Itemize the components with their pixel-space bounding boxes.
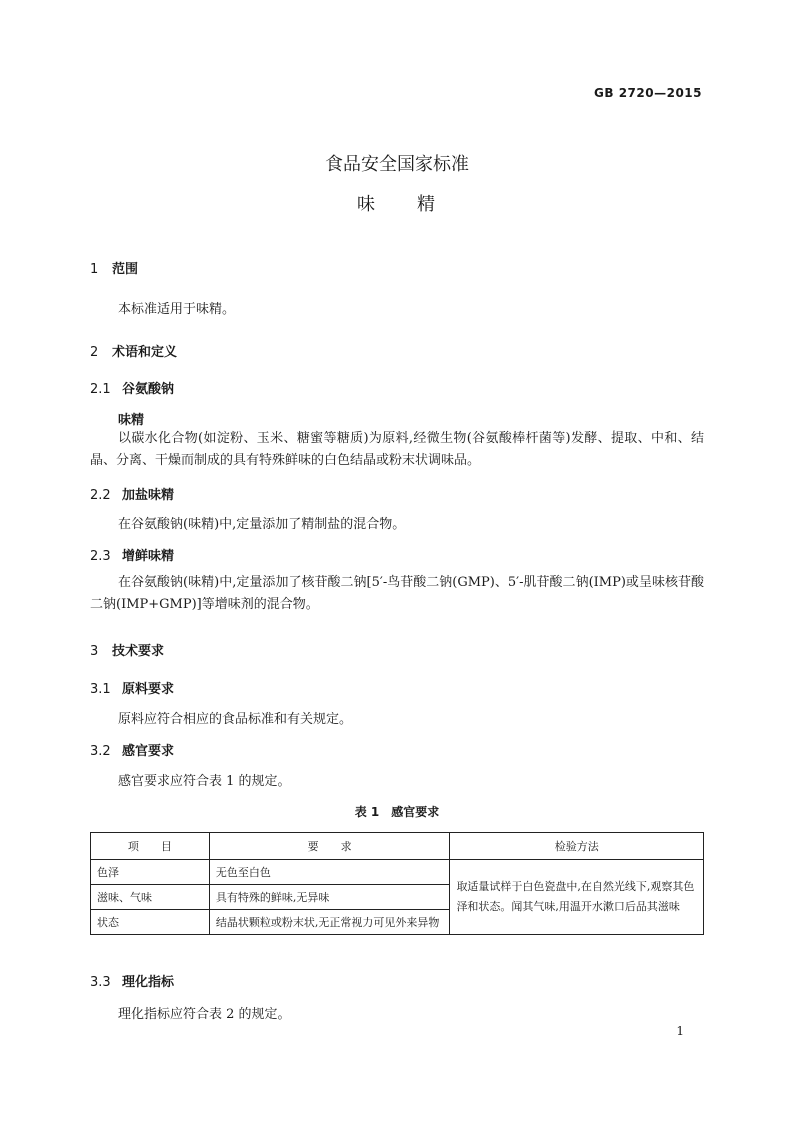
column-header-method: 检验方法: [450, 833, 704, 860]
column-header-requirement: 要 求: [209, 833, 450, 860]
section-2-2-text: 在谷氨酸钠(味精)中,定量添加了精制盐的混合物。: [118, 517, 406, 532]
section-2-1-heading: 2.1 谷氨酸钠: [90, 382, 175, 397]
section-2-heading: 2 术语和定义: [90, 345, 178, 360]
document-title: 食品安全国家标准: [325, 154, 469, 175]
section-3-2-heading: 3.2 感官要求: [90, 744, 175, 759]
table-1-caption: 表 1 感官要求: [354, 805, 440, 819]
cell-item: 色泽: [91, 860, 210, 885]
page-number: 1: [676, 1024, 684, 1038]
term-label: 味精: [118, 413, 145, 428]
section-2-2-heading: 2.2 加盐味精: [90, 488, 175, 503]
cell-requirement: 无色至白色: [209, 860, 450, 885]
cell-item: 滋味、气味: [91, 885, 210, 910]
table-row: [91, 860, 704, 885]
section-2-3-heading: 2.3 增鲜味精: [90, 549, 175, 564]
section-2-1-text: 以碳水化合物(如淀粉、玉米、糖蜜等糖质)为原料,经微生物(谷氨酸棒杆菌等)发酵、提取、中和、结晶、分离、干燥而制成的具有特殊鲜味的白色结晶或粉末状调味品。: [90, 431, 704, 468]
section-3-1-text: 原料应符合相应的食品标准和有关规定。: [118, 712, 353, 727]
section-1-text: 本标准适用于味精。: [118, 302, 236, 317]
document-subtitle: 味 精: [357, 194, 437, 215]
cell-requirement: 结晶状颗粒或粉末状,无正常视力可见外来异物: [209, 910, 450, 935]
section-1-heading: 1 范围: [90, 262, 139, 277]
sensory-requirements-table: [90, 832, 704, 935]
section-3-1-heading: 3.1 原料要求: [90, 682, 175, 697]
section-3-3-heading: 3.3 理化指标: [90, 975, 175, 990]
column-header-item: 项 目: [91, 833, 210, 860]
cell-item: 状态: [91, 910, 210, 935]
cell-requirement: 具有特殊的鲜味,无异味: [209, 885, 450, 910]
table-header-row: [91, 833, 704, 860]
section-3-2-text: 感官要求应符合表 1 的规定。: [118, 774, 291, 789]
section-3-3-text: 理化指标应符合表 2 的规定。: [118, 1007, 291, 1022]
cell-method: 取适量试样于白色瓷盘中,在自然光线下,观察其色泽和状态。闻其气味,用温开水漱口后品其滋味: [450, 860, 704, 935]
standard-code: GB 2720—2015: [594, 86, 702, 100]
section-2-3-text: 在谷氨酸钠(味精)中,定量添加了核苷酸二钠[5′-鸟苷酸二钠(GMP)、5′-肌苷酸二钠(IMP)或呈味核苷酸二钠(IMP+GMP)]等增味剂的混合物。: [90, 575, 704, 612]
section-3-heading: 3 技术要求: [90, 644, 165, 659]
